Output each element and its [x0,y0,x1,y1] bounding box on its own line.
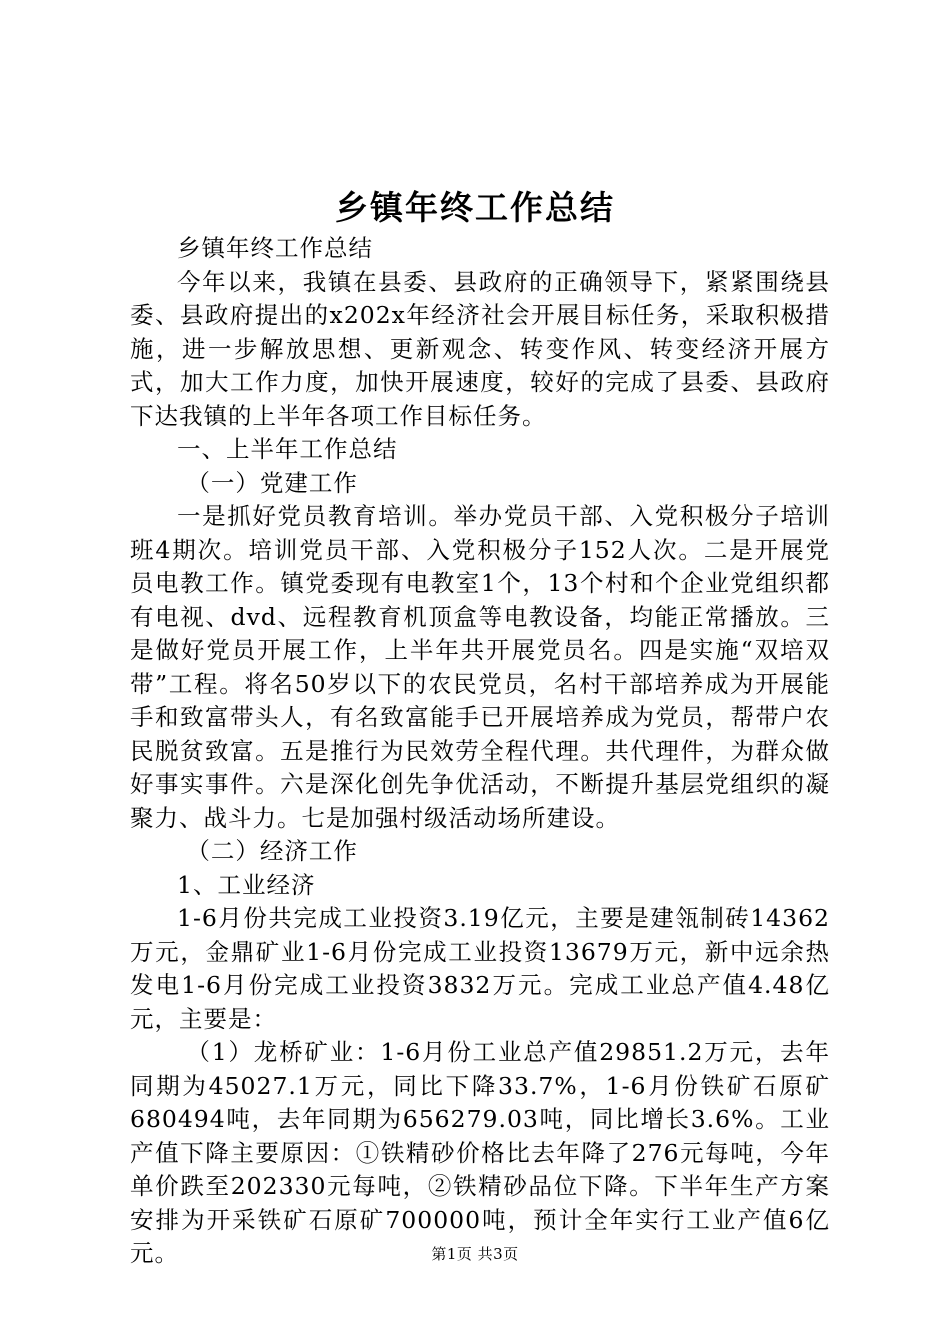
document-body [130,232,830,1271]
subsection-heading-economy: （二）经济工作 [186,837,358,865]
paragraph-industry: 1-6月份共完成工业投资3.19亿元，主要是建瓴制砖14362万元，金鼎矿业1-6月份完成工业投资13679万元，新中远余热发电1-6月份完成工业投资3832万元。完成工业总产值4.48亿元，主要是： [130,904,830,1033]
subsection-heading-party: （一）党建工作 [186,468,358,497]
paragraph-longqiao: （1）龙桥矿业：1-6月份工业总产值29851.2万元，去年同期为45027.1万元，同比下降33.7%，1-6月份铁矿石原矿680494吨，去年同期为656279.03吨，同比增长3.6%。工业产值下降主要原因：①铁精砂价格比去年降了276元每吨，今年单价跌至202330元每吨，②铁精砂品位下降。下半年生产方案安排为开采铁矿石原矿700000吨，预计全年实行工业产值6亿元。 [130,1038,830,1267]
paragraph-intro: 今年以来，我镇在县委、县政府的正确领导下，紧紧围绕县委、县政府提出的x202x年经济社会开展目标任务，采取积极措施，进一步解放思想、更新观念、转变作风、转变经济开展方式，加大工作力度，加快开展速度，较好的完成了县委、县政府下达我镇的上半年各项工作目标任务。 [130,267,830,430]
paragraph-party-work: 一是抓好党员教育培训。举办党员干部、入党积极分子培训班4期次。培训党员干部、入党积极分子152人次。二是开展党员电教工作。镇党委现有电教室1个，13个村和个企业党组织都有电视、dvd、远程教育机顶盒等电教设备，均能正常播放。三是做好党员开展工作，上半年共开展党员名。四是实施“双培双带”工程。将名50岁以下的农民党员，名村干部培养成为开展能手和致富带头人，有名致富能手已开展培养成为党员，帮带户农民脱贫致富。五是推行为民效劳全程代理。共代理件，为群众做好事实事件。六是深化创先争优活动，不断提升基层党组织的凝聚力、战斗力。七是加强村级活动场所建设。 [130,502,830,832]
paragraph-heading: 乡镇年终工作总结 [177,234,373,262]
document-title: 乡镇年终工作总结 [335,188,615,227]
page-footer: 第1页 共3页 [431,1245,519,1263]
item-heading-industry: 1、工业经济 [177,870,316,899]
section-heading-1: 一、上半年工作总结 [177,435,398,463]
